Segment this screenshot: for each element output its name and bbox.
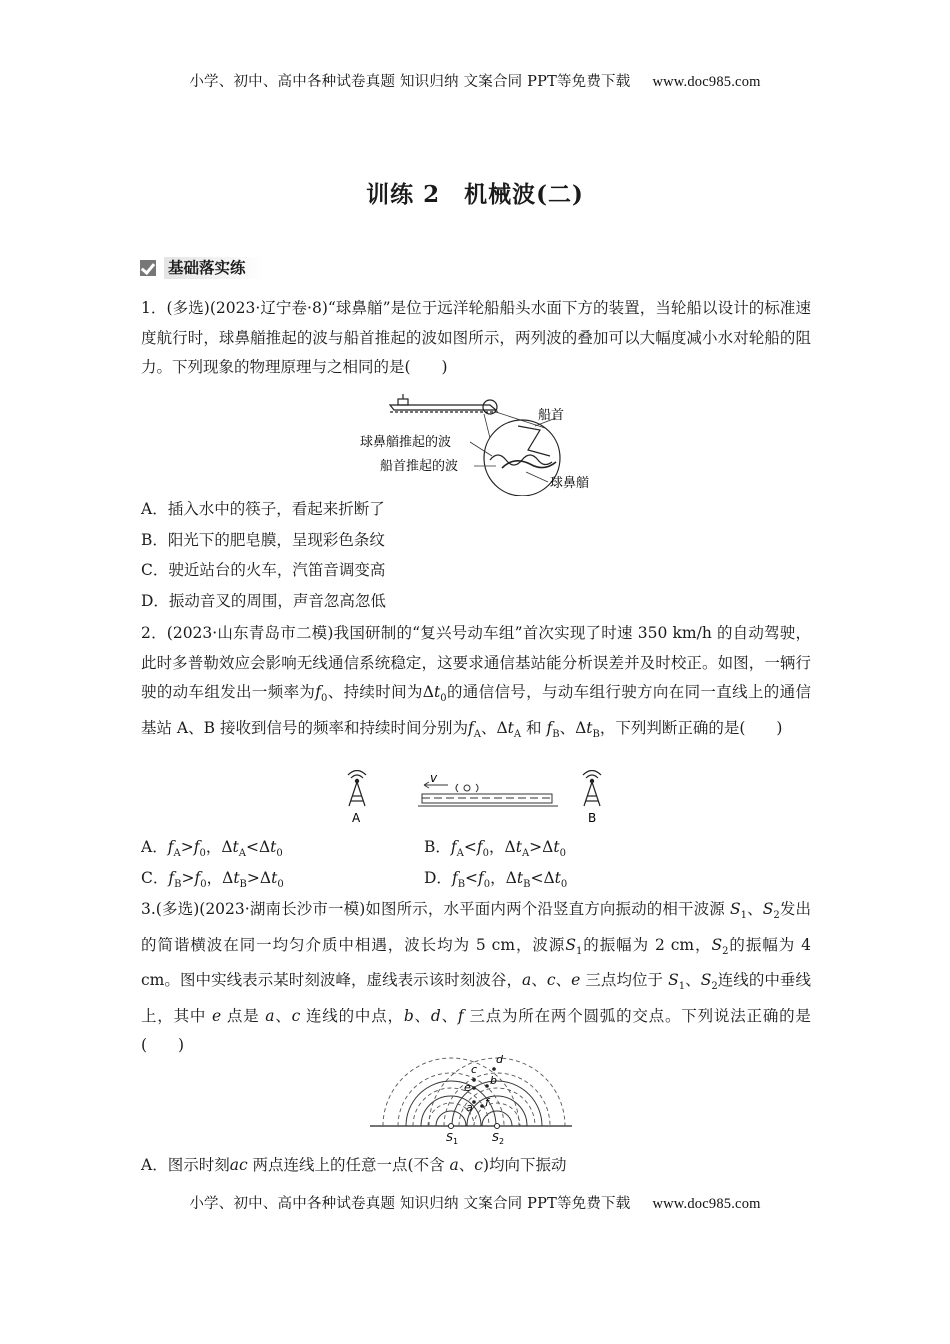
label-bulb: 球鼻艏 <box>550 476 590 491</box>
q2-option-a[interactable]: A．$f_A>f_0$，$\Delta t_A<\Delta t_0$ <box>141 838 283 860</box>
svg-text:d: d <box>496 1053 503 1066</box>
svg-text:b: b <box>490 1074 497 1087</box>
section-tag <box>140 257 264 279</box>
svg-text:1: 1 <box>453 1137 459 1146</box>
train-icon <box>418 782 558 806</box>
tower-a-icon <box>348 771 366 807</box>
velocity-label: v <box>430 771 438 785</box>
label-bulb-wave: 球鼻艏推起的波 <box>360 435 452 450</box>
interference-figure <box>366 1050 576 1146</box>
train-stations-figure <box>330 770 630 826</box>
footer-url[interactable]: www.doc985.com <box>652 1196 761 1212</box>
question-2-stem: 2．(2023·山东青岛市二模)我国研制的“复兴号动车组”首次实现了时速 350 km/h 的自动驾驶，此时多普勒效应会影响无线通信系统稳定，这要求通信基站能分析误差并及时校正。如图，一辆行驶的动车组发出一频率为$f_0$、持续时间为$\Delta t_0$的通信信号，与动车组行驶方向在同一直线上的通信基站 A、B 接收到信号的频率和持续时间分别为$f_A$、$\Delta t_A$ 和 $f_B$、$\Delta t_B$，下列判断正确的是( ) <box>141 624 811 740</box>
ship-bulbous-bow-figure <box>350 388 610 496</box>
station-a-label: A <box>352 811 361 825</box>
svg-text:e: e <box>464 1081 471 1094</box>
q2-option-d[interactable]: D．$f_B<f_0$，$\Delta t_B<\Delta t_0$ <box>424 869 568 891</box>
svg-text:2: 2 <box>499 1137 505 1146</box>
source-s2 <box>495 1124 500 1129</box>
section-label: 基础落实练 <box>164 257 264 279</box>
q1-option-b[interactable]: B．阳光下的肥皂膜，呈现彩色条纹 <box>141 531 385 549</box>
tower-b-icon <box>583 771 601 807</box>
header-text: 小学、初中、高中各种试卷真题 知识归纳 文案合同 PPT等免费下载 <box>189 74 631 90</box>
svg-text:S: S <box>446 1131 453 1144</box>
source-s1 <box>449 1124 454 1129</box>
station-b-label: B <box>588 811 597 825</box>
svg-text:c: c <box>471 1063 478 1076</box>
q2-option-c[interactable]: C．$f_B>f_0$，$\Delta t_B>\Delta t_0$ <box>141 869 284 891</box>
page-footer <box>0 1192 950 1213</box>
svg-text:S: S <box>492 1131 499 1144</box>
ship-hull <box>390 394 498 414</box>
page-header <box>0 70 950 91</box>
label-bow-wave: 船首推起的波 <box>380 459 459 474</box>
label-bow: 船首 <box>538 408 565 423</box>
q2-option-b[interactable]: B．$f_A<f_0$，$\Delta t_A>\Delta t_0$ <box>424 838 566 860</box>
question-1-stem: 1．(多选)(2023·辽宁卷·8)“球鼻艏”是位于远洋轮船船头水面下方的装置，当轮船以设计的标准速度航行时，球鼻艏推起的波与船首推起的波如图所示，两列波的叠加可以大幅度减小水对轮船的阻力。下列现象的物理原理与之相同的是( ) <box>141 299 811 376</box>
svg-text:f: f <box>485 1096 489 1109</box>
q1-option-c[interactable]: C．驶近站台的火车，汽笛音调变高 <box>141 561 386 579</box>
question-3-stem: 3.(多选)(2023·湖南长沙市一模)如图所示，水平面内两个沿竖直方向振动的相干波源 $S_1$、$S_2$发出的简谐横波在同一均匀介质中相遇，波长均为 5 cm，波源$S_1$的振幅为 2 cm，$S_2$的振幅为 4 cm。图中实线表示某时刻波峰，虚线表示该时刻波谷，a、c、e 三点均位于 $S_1$、$S_2$连线的中垂线上，其中 e 点是 a、c 连线的中点，b、d、f 三点为所在两个圆弧的交点。下列说法正确的是( ) <box>141 900 811 1055</box>
page-title: 训练 2 机械波(二) <box>366 181 584 208</box>
checkmark-icon <box>140 260 156 276</box>
footer-text: 小学、初中、高中各种试卷真题 知识归纳 文案合同 PPT等免费下载 <box>189 1196 631 1212</box>
q1-option-d[interactable]: D．振动音叉的周围，声音忽高忽低 <box>141 592 386 610</box>
q1-option-a[interactable]: A．插入水中的筷子，看起来折断了 <box>141 500 385 518</box>
svg-text:a: a <box>466 1101 473 1114</box>
q3-option-a[interactable]: A．图示时刻ac 两点连线上的任意一点(不含 a、c)均向下振动 <box>141 1156 567 1174</box>
zoom-circle <box>484 420 560 496</box>
header-url[interactable]: www.doc985.com <box>652 74 761 90</box>
